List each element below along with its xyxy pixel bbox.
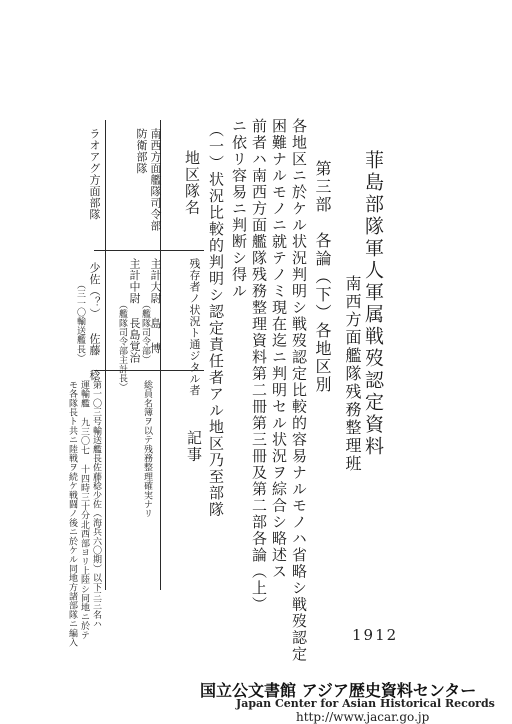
paragraph-2: 困難ナルモノニ就テノミ現在迄ニ判明セル状況ヲ綜合シ略述ス (270, 118, 288, 580)
row-status: 主計中尉 長島覚治 (128, 258, 141, 364)
row-notes: 第一〇三号輸送艦長佐藤稔少佐（海兵六〇期）以下三三名ハ (91, 380, 101, 629)
paragraph-1: 各地区ニ於ケル状況判明シ戦歿認定比較的容易ナルモノハ省略シ戦歿認定 (290, 118, 308, 663)
header-notes: 記事 (185, 430, 203, 463)
table-rule-left (105, 120, 106, 590)
row-status: 主計大尉 島 博 (149, 258, 162, 354)
subsection-heading: （一）状況比較的判明シ認定責任者アル地区乃至部隊 (207, 122, 225, 518)
document-title: 菲島部隊軍人軍属戦歿認定資料 (362, 150, 384, 458)
paragraph-3: 前者ハ南西方面艦隊残務整理資料第二冊第三冊及第二部各論（上） (250, 118, 268, 613)
header-status: 残存者ノ状況ト通ジタル者 (188, 258, 201, 396)
row-unit: ラオアグ方面部隊 (88, 128, 101, 220)
table-rule-header-1 (94, 250, 204, 251)
row-status-sub: （三一〇輸送艦長） (75, 280, 85, 363)
row-notes: モ各隊長ト共ニ陸戦ヲ続ケ戦闘ノ後ニ於ケル同地方諸部隊ニ編入 (67, 380, 77, 647)
row-unit: 南西方面艦隊司令部 (149, 128, 162, 232)
archive-title: 国立公文書館 アジア歴史資料センター (200, 681, 477, 700)
row-unit: 防衛部隊 (135, 128, 148, 174)
archive-url: http://www.jacar.go.jp (296, 710, 430, 724)
paragraph-4: ニ依リ容易ニ判断シ得ル (230, 118, 248, 300)
row-status-sub: （艦隊司令部主計長） (117, 300, 127, 392)
archive-english-name: Japan Center for Asian Historical Records (236, 697, 495, 710)
row-notes: 運輸艦 九三〇七 十四時三十分北西部ヨリ上陸シ同地ニ於テ (79, 380, 89, 640)
document-author: 南西方面艦隊残務整理班 (343, 275, 362, 473)
row-status: 少佐（？） 佐藤 稔 (88, 262, 101, 381)
row-status-sub: （艦隊司令部） (140, 300, 150, 365)
header-area: 地区隊名 (183, 150, 201, 216)
page-number: 1912 (352, 626, 399, 644)
section-heading: 第三部 各論（下）各地区別 (313, 160, 332, 394)
row-notes: 総員名簿ヲ以テ残務整理確実ナリ (142, 380, 152, 518)
